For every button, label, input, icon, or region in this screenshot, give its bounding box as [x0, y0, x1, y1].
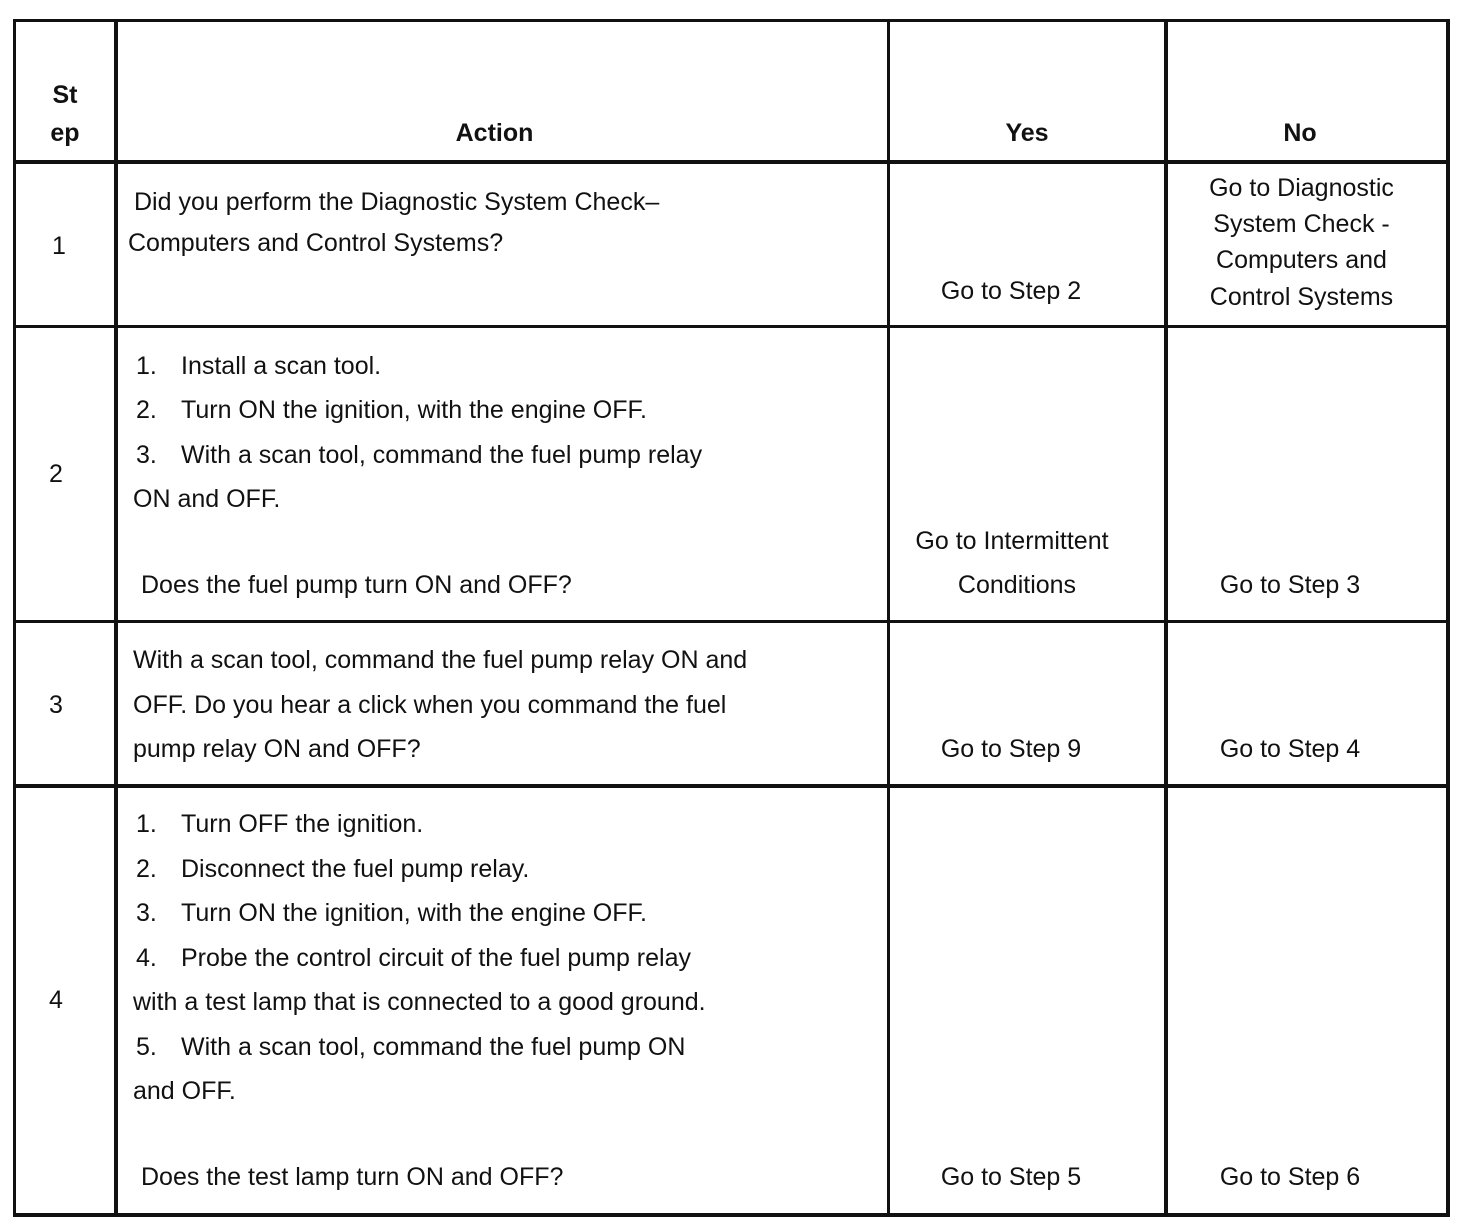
row4-item4-num: 4. [136, 944, 157, 972]
row3-action-line2: OFF. Do you hear a click when you command the fuel [133, 691, 727, 719]
row2-item3-num: 3. [136, 441, 157, 469]
row-divider-1 [13, 325, 1450, 328]
row1-no-line2: System Check - [1213, 210, 1390, 238]
header-step-line1: St [52, 81, 78, 109]
row2-question: Does the fuel pump turn ON and OFF? [141, 571, 572, 599]
row4-item1-text: Turn OFF the ignition. [181, 810, 424, 838]
table-border-right [1446, 19, 1450, 1217]
row2-no: Go to Step 3 [1219, 571, 1361, 599]
row2-step: 2 [49, 460, 63, 488]
header-divider [13, 160, 1450, 164]
row4-yes: Go to Step 5 [940, 1163, 1082, 1191]
header-action: Action [455, 119, 534, 147]
row4-item4-text: Probe the control circuit of the fuel pump relay [181, 944, 691, 972]
row3-no: Go to Step 4 [1219, 735, 1361, 763]
row-divider-3 [13, 784, 1450, 788]
row2-item1-num: 1. [136, 352, 157, 380]
row4-no: Go to Step 6 [1219, 1163, 1361, 1191]
row4-action-cont2: and OFF. [133, 1077, 236, 1105]
row-divider-2 [13, 620, 1450, 623]
header-step-line2: ep [50, 119, 80, 147]
row2-item1-text: Install a scan tool. [181, 352, 382, 380]
row4-item5-text: With a scan tool, command the fuel pump ON [181, 1033, 686, 1061]
row3-action-line3: pump relay ON and OFF? [133, 735, 421, 763]
row2-item2-text: Turn ON the ignition, with the engine OFF. [181, 396, 647, 424]
row4-item2-num: 2. [136, 855, 157, 883]
row3-action-line1: With a scan tool, command the fuel pump relay ON and [133, 646, 748, 674]
row2-item3-text: With a scan tool, command the fuel pump relay [181, 441, 703, 469]
row4-item2-text: Disconnect the fuel pump relay. [181, 855, 530, 883]
row2-item2-num: 2. [136, 396, 157, 424]
diagnostic-table [13, 19, 1450, 1217]
row4-item5-num: 5. [136, 1033, 157, 1061]
row4-item1-num: 1. [136, 810, 157, 838]
row1-no-line4: Control Systems [1209, 283, 1394, 311]
row1-no-line3: Computers and [1216, 246, 1387, 274]
row3-yes: Go to Step 9 [940, 735, 1082, 763]
row1-step: 1 [52, 232, 66, 260]
row4-item3-text: Turn ON the ignition, with the engine OFF. [181, 899, 647, 927]
row3-step: 3 [49, 691, 63, 719]
table-border-left [13, 19, 16, 1217]
header-no: No [1283, 119, 1317, 147]
table-border-bottom [13, 1213, 1450, 1217]
table-border-top [13, 19, 1450, 22]
row4-item3-num: 3. [136, 899, 157, 927]
row4-question: Does the test lamp turn ON and OFF? [141, 1163, 564, 1191]
row4-action-cont1: with a test lamp that is connected to a good ground. [133, 988, 706, 1016]
row1-action-line1: Did you perform the Diagnostic System Check– [134, 188, 660, 216]
col-divider-step [114, 19, 118, 1217]
header-yes: Yes [1005, 119, 1049, 147]
col-divider-action [887, 19, 890, 1217]
row1-no-line1: Go to Diagnostic [1209, 174, 1394, 202]
row4-step: 4 [49, 986, 63, 1014]
row1-yes: Go to Step 2 [940, 277, 1082, 305]
row2-action-cont: ON and OFF. [133, 485, 281, 513]
row1-action-line2: Computers and Control Systems? [128, 229, 504, 257]
row2-yes-line2: Conditions [957, 571, 1077, 599]
row2-yes-line1: Go to Intermittent [915, 527, 1109, 555]
